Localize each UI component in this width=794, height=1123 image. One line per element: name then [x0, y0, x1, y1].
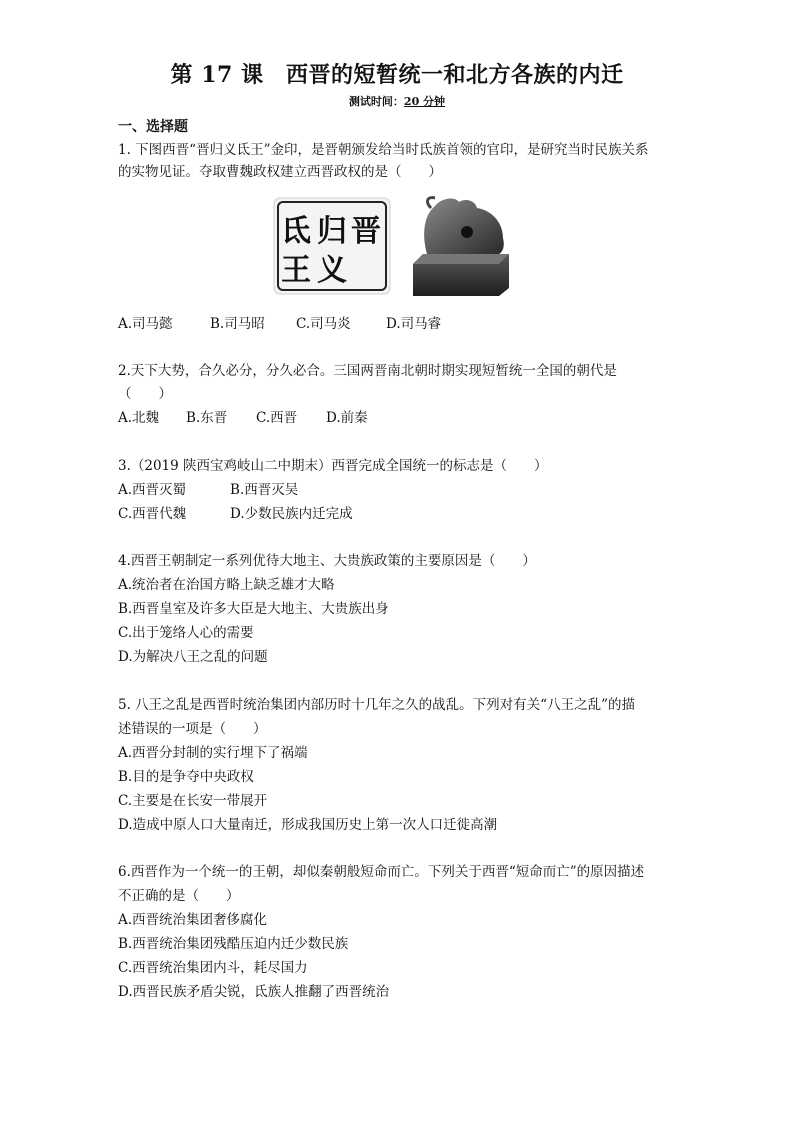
seal-char-3: 义: [317, 253, 347, 288]
test-time-label: 测试时间：: [348, 95, 404, 108]
q2-option-a[interactable]: A.北魏: [118, 410, 160, 426]
test-time: [0, 93, 794, 109]
q4-option-b[interactable]: B.西晋皇室及许多大臣是大地主、大贵族出身: [118, 601, 389, 617]
q5-stem-line1: 5. 八王之乱是西晋时统治集团内部历时十几年之久的战乱。下列对有关“八王之乱”的描: [118, 697, 635, 713]
seal-char-1: 晋: [351, 214, 381, 249]
q3-option-c[interactable]: C.西晋代魏: [118, 506, 187, 522]
q1-option-c[interactable]: C.司马炎: [296, 316, 351, 332]
q5-stem-line2: 述错误的一项是（ ）: [118, 721, 267, 737]
q6-stem-line1: 6.西晋作为一个统一的王朝，却似秦朝般短命而亡。下列关于西晋“短命而亡”的原因描述: [118, 864, 645, 880]
q2-option-c[interactable]: C.西晋: [256, 410, 298, 426]
q1-option-d[interactable]: D.司马睿: [386, 316, 442, 332]
section-heading: 一、选择题: [118, 119, 188, 135]
q2-option-b[interactable]: B.东晋: [186, 410, 228, 426]
q2-stem-line2: （ ）: [118, 386, 172, 402]
seal-impression-image: [272, 196, 392, 300]
q1-options: [118, 314, 441, 334]
q5-option-b[interactable]: B.目的是争夺中央政权: [118, 769, 254, 785]
q2-options: [118, 408, 368, 428]
page-title: 第 17 课 西晋的短暂统一和北方各族的内迁: [170, 62, 624, 88]
q2-option-d[interactable]: D.前秦: [326, 410, 368, 426]
test-time-value: 20 分钟: [403, 95, 446, 108]
q5-option-d[interactable]: D.造成中原人口大量南迁，形成我国历史上第一次人口迁徙高潮: [118, 817, 498, 833]
q6-stem-line2: 不正确的是（ ）: [118, 888, 240, 904]
seal-char-4: 氐: [281, 214, 311, 249]
q3-option-a[interactable]: A.西晋灭蜀: [118, 482, 187, 498]
q1-option-a[interactable]: A.司马懿: [118, 316, 173, 332]
seal-char-5: 王: [281, 253, 311, 288]
q3-option-d[interactable]: D.少数民族内迁完成: [230, 506, 353, 522]
q6-option-a[interactable]: A.西晋统治集团奢侈腐化: [118, 912, 268, 928]
q1-stem-line2: 的实物见证。夺取曹魏政权建立西晋政权的是（ ）: [118, 164, 442, 180]
q6-option-b[interactable]: B.西晋统治集团残酷压迫内迁少数民族: [118, 936, 349, 952]
q6-option-d[interactable]: D.西晋民族矛盾尖锐，氐族人推翻了西晋统治: [118, 984, 390, 1000]
q4-option-d[interactable]: D.为解决八王之乱的问题: [118, 649, 268, 665]
q6-option-c[interactable]: C.西晋统治集团内斗，耗尽国力: [118, 960, 308, 976]
q3-stem: 3.（2019 陕西宝鸡岐山二中期末）西晋完成全国统一的标志是（ ）: [118, 458, 548, 474]
q5-option-a[interactable]: A.西晋分封制的实行埋下了祸端: [118, 745, 308, 761]
q4-option-a[interactable]: A.统治者在治国方略上缺乏雄才大略: [118, 577, 335, 593]
q2-stem-line1: 2.天下大势，合久必分，分久必合。三国两晋南北朝时期实现短暂统一全国的朝代是: [118, 363, 617, 379]
q4-stem: 4.西晋王朝制定一系列优待大地主、大贵族政策的主要原因是（ ）: [118, 553, 536, 569]
q3-options-row2: [118, 504, 353, 524]
q3-options-row1: [118, 480, 298, 500]
q1-stem-line1: 1. 下图西晋“晋归义氐王”金印，是晋朝颁发给当时氐族首领的官印，是研究当时民族关系: [118, 142, 649, 158]
gold-seal-photo: [405, 192, 517, 300]
q1-option-b[interactable]: B.司马昭: [210, 316, 265, 332]
q3-option-b[interactable]: B.西晋灭吴: [230, 482, 299, 498]
q4-option-c[interactable]: C.出于笼络人心的需要: [118, 625, 254, 641]
q5-option-c[interactable]: C.主要是在长安一带展开: [118, 793, 268, 809]
seal-char-2: 归: [317, 214, 347, 249]
